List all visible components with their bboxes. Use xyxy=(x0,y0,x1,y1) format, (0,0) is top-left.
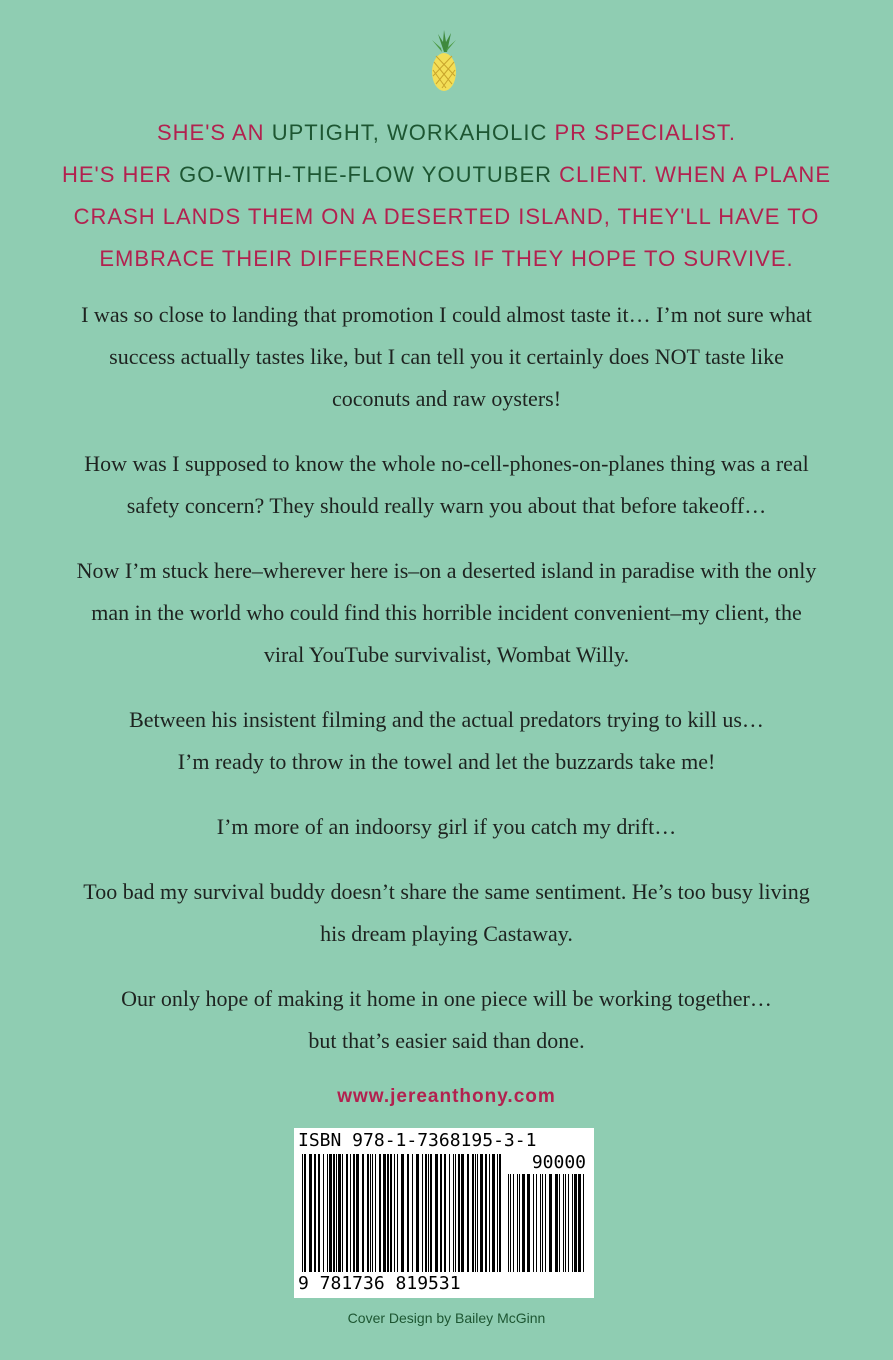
barcode-bar xyxy=(387,1154,389,1272)
tagline-text: SHE'S AN xyxy=(157,120,272,145)
barcode-bar xyxy=(416,1154,419,1272)
barcode-bar xyxy=(336,1154,337,1272)
barcode-bars xyxy=(302,1154,502,1272)
blurb-line: but that’s easier said than done. xyxy=(308,1028,585,1053)
barcode-bar xyxy=(572,1174,573,1272)
blurb-line: I’m more of an indoorsy girl if you catch my drift… xyxy=(216,814,677,839)
barcode-bar xyxy=(304,1154,306,1272)
barcode-bar xyxy=(397,1154,398,1272)
barcode-bar xyxy=(555,1174,558,1272)
barcode-bar xyxy=(475,1154,476,1272)
tagline-highlight: GO-WITH-THE-FLOW YOUTUBER xyxy=(179,162,553,187)
barcode-bar xyxy=(356,1154,359,1272)
barcode-bar xyxy=(489,1154,490,1272)
blurb-paragraph xyxy=(40,550,853,676)
barcode-bar xyxy=(346,1154,348,1272)
barcode-bar xyxy=(407,1154,409,1272)
barcode-bar xyxy=(461,1154,464,1272)
tagline-line-3: CRASH LANDS THEM ON A DESERTED ISLAND, THEY'LL HAVE TO xyxy=(73,204,820,229)
barcode-bar xyxy=(314,1154,316,1272)
barcode-bar xyxy=(497,1154,498,1272)
blurb-paragraph xyxy=(40,443,853,527)
blurb-paragraph xyxy=(40,699,853,783)
blurb-line: safety concern? They should really warn you about that before takeoff… xyxy=(126,493,767,518)
barcode-bar xyxy=(568,1174,569,1272)
tagline-line-2 xyxy=(0,154,893,196)
barcode-bar xyxy=(449,1154,450,1272)
barcode-bar xyxy=(549,1174,552,1272)
blurb-line: Now I’m stuck here–wherever here is–on a deserted island in paradise with the only xyxy=(76,558,817,583)
barcode-bar xyxy=(565,1174,566,1272)
barcode-bar xyxy=(453,1154,454,1272)
blurb-line: coconuts and raw oysters! xyxy=(331,386,562,411)
blurb-line: Between his insistent filming and the actual predators trying to kill us… xyxy=(129,707,764,732)
barcode-bar xyxy=(338,1154,341,1272)
barcode-bar xyxy=(578,1174,581,1272)
barcode-bar xyxy=(574,1174,577,1272)
barcode-bar xyxy=(467,1154,469,1272)
barcode-bar xyxy=(422,1154,423,1272)
barcode-bar xyxy=(309,1154,312,1272)
blurb-line: I’m ready to throw in the towel and let the buzzards take me! xyxy=(177,749,716,774)
tagline-text: HE'S HER xyxy=(62,162,180,187)
barcode-bar xyxy=(372,1154,373,1272)
blurb-paragraph xyxy=(40,871,853,955)
barcode-bar xyxy=(559,1174,560,1272)
barcode-bar xyxy=(367,1154,369,1272)
barcode-bar xyxy=(323,1154,324,1272)
barcode-bar xyxy=(302,1154,303,1272)
barcode-bar xyxy=(563,1174,564,1272)
barcode-bar xyxy=(329,1154,332,1272)
barcode-bar xyxy=(412,1154,413,1272)
blurb-line: Too bad my survival buddy doesn’t share the same sentiment. He’s too busy living xyxy=(83,879,810,904)
barcode-bar xyxy=(362,1154,364,1272)
barcode-bar xyxy=(513,1174,514,1272)
barcode-bar xyxy=(318,1154,320,1272)
barcode-bar xyxy=(545,1174,546,1272)
barcode-bar xyxy=(401,1154,404,1272)
barcode-bar xyxy=(435,1154,438,1272)
addon-barcode-bars xyxy=(508,1174,588,1272)
blurb-line: Our only hope of making it home in one piece will be working together… xyxy=(121,986,772,1011)
barcode-bar xyxy=(370,1154,371,1272)
barcode-bar xyxy=(327,1154,328,1272)
tagline-text: CLIENT. WHEN A PLANE xyxy=(552,162,831,187)
isbn-label: ISBN 978-1-7368195-3-1 xyxy=(298,1130,537,1151)
barcode-bar xyxy=(492,1154,495,1272)
tagline-highlight: UPTIGHT, WORKAHOLIC xyxy=(271,120,548,145)
barcode-bar xyxy=(430,1154,432,1272)
barcode-bar xyxy=(472,1154,474,1272)
cover-credit: Cover Design by Bailey McGinn xyxy=(347,1310,546,1326)
barcode-bar xyxy=(519,1174,520,1272)
barcode-bar xyxy=(458,1154,460,1272)
barcode-bar xyxy=(536,1174,537,1272)
barcode-bar xyxy=(440,1154,442,1272)
barcode-bar xyxy=(527,1174,530,1272)
barcode-bar xyxy=(583,1174,584,1272)
tagline-text: PR SPECIALIST. xyxy=(547,120,736,145)
barcode-bar xyxy=(375,1154,376,1272)
barcode-bar xyxy=(353,1154,355,1272)
blurb-paragraph xyxy=(40,978,853,1062)
blurb-line: man in the world who could find this horrible incident convenient–my client, the xyxy=(91,600,802,625)
blurb-paragraph xyxy=(40,294,853,420)
blurb-line: viral YouTube survivalist, Wombat Willy. xyxy=(263,642,630,667)
barcode-bar xyxy=(485,1154,487,1272)
barcode-bar xyxy=(379,1154,381,1272)
website-link[interactable]: www.jereanthony.com xyxy=(337,1086,556,1107)
tagline xyxy=(0,112,893,280)
barcode-bar xyxy=(508,1174,509,1272)
barcode-bar xyxy=(477,1154,478,1272)
blurb xyxy=(40,294,853,1085)
barcode-bar xyxy=(444,1154,446,1272)
barcode-bar xyxy=(428,1154,429,1272)
barcode-bar xyxy=(540,1174,541,1272)
barcode-bar xyxy=(517,1174,518,1272)
blurb-line: his dream playing Castaway. xyxy=(320,921,573,946)
barcode-bar xyxy=(383,1154,386,1272)
barcode-digits: 9 781736 819531 xyxy=(298,1273,461,1294)
blurb-paragraph xyxy=(40,806,853,848)
pineapple-icon xyxy=(424,30,464,94)
blurb-line: success actually tastes like, but I can tell you it certainly does NOT taste like xyxy=(109,344,784,369)
barcode-bar xyxy=(522,1174,525,1272)
barcode-bar xyxy=(350,1154,351,1272)
tagline-line-1 xyxy=(0,112,893,154)
barcode-bar xyxy=(425,1154,427,1272)
barcode-bar xyxy=(510,1174,511,1272)
barcode-bar xyxy=(390,1154,392,1272)
tagline-line-4: EMBRACE THEIR DIFFERENCES IF THEY HOPE TO SURVIVE. xyxy=(99,246,794,271)
blurb-line: I was so close to landing that promotion I could almost taste it… I’m not sure what xyxy=(81,302,812,327)
barcode-bar xyxy=(499,1154,501,1272)
barcode-bar xyxy=(394,1154,395,1272)
barcode-bar xyxy=(533,1174,534,1272)
barcode-bar xyxy=(342,1154,343,1272)
barcode-bar xyxy=(455,1154,456,1272)
barcode-bar xyxy=(542,1174,543,1272)
price-code: 90000 xyxy=(531,1152,586,1173)
barcode-bar xyxy=(480,1154,483,1272)
isbn-barcode xyxy=(294,1128,594,1298)
blurb-line: How was I supposed to know the whole no-cell-phones-on-planes thing was a real xyxy=(84,451,809,476)
barcode-bar xyxy=(333,1154,335,1272)
